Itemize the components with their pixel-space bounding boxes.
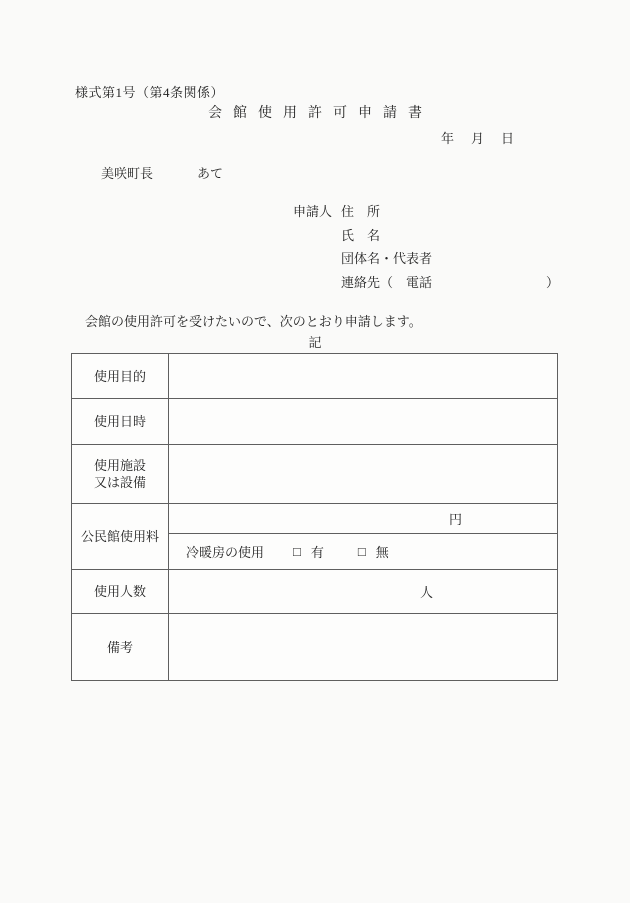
table-row-purpose	[72, 354, 557, 398]
addressee-line	[101, 163, 223, 182]
form-number: 様式第1号（第4条関係）	[75, 85, 225, 100]
page-title: 会館使用許可申請書	[208, 106, 433, 121]
aircon-yes-checkbox[interactable]: □	[293, 543, 301, 559]
applicant-contact-close-paren: ）	[546, 274, 560, 290]
application-table	[71, 353, 558, 681]
datetime-input-area[interactable]	[169, 399, 557, 444]
applicant-fields	[341, 200, 559, 294]
table-row-fee	[72, 503, 557, 569]
date-year-label: 年	[441, 131, 455, 146]
datetime-label: 使用日時	[72, 399, 169, 444]
applicant-address-label: 住 所	[341, 204, 381, 219]
applicant-contact-line	[341, 271, 559, 295]
facility-label-line2: 又は設備	[93, 475, 146, 490]
applicant-block	[293, 200, 559, 294]
table-row-facility	[72, 444, 557, 503]
table-row-remarks	[72, 613, 557, 680]
section-mark: 記	[308, 335, 322, 350]
aircon-subrow	[169, 533, 557, 569]
facility-label-line1: 使用施設	[93, 458, 146, 473]
purpose-label: 使用目的	[72, 354, 169, 398]
fee-unit-label: 円	[448, 512, 462, 527]
aircon-no-label: 無	[375, 545, 389, 560]
aircon-label: 冷暖房の使用	[186, 545, 265, 560]
aircon-yes-label: 有	[310, 545, 324, 560]
date-line	[441, 128, 514, 147]
date-day-label: 日	[501, 131, 515, 146]
applicant-contact-label: 連絡先（ 電話	[341, 274, 433, 290]
intro-sentence: 会館の使用許可を受けたいので、次のとおり申請します。	[85, 314, 422, 329]
table-row-datetime	[72, 398, 557, 444]
people-unit-label: 人	[420, 585, 434, 600]
fee-amount-input-area[interactable]	[169, 504, 557, 533]
applicant-name-label: 氏 名	[341, 227, 381, 243]
aircon-no-checkbox[interactable]: □	[357, 543, 366, 559]
addressee-name: 美咲町長	[101, 166, 154, 181]
fee-value-area	[169, 504, 557, 569]
remarks-input-area[interactable]	[169, 614, 557, 680]
applicant-org-label: 団体名・代表者	[341, 251, 433, 266]
purpose-input-area[interactable]	[169, 354, 557, 398]
people-label: 使用人数	[72, 570, 169, 613]
fee-label: 公民館使用料	[72, 504, 169, 569]
addressee-suffix: あて	[197, 166, 224, 181]
remarks-label: 備考	[72, 614, 169, 680]
people-input-area[interactable]	[169, 570, 557, 613]
table-row-people	[72, 569, 557, 613]
facility-label	[72, 445, 169, 503]
applicant-label: 申請人	[293, 204, 333, 219]
facility-input-area[interactable]	[169, 445, 557, 503]
date-month-label: 月	[471, 131, 485, 146]
